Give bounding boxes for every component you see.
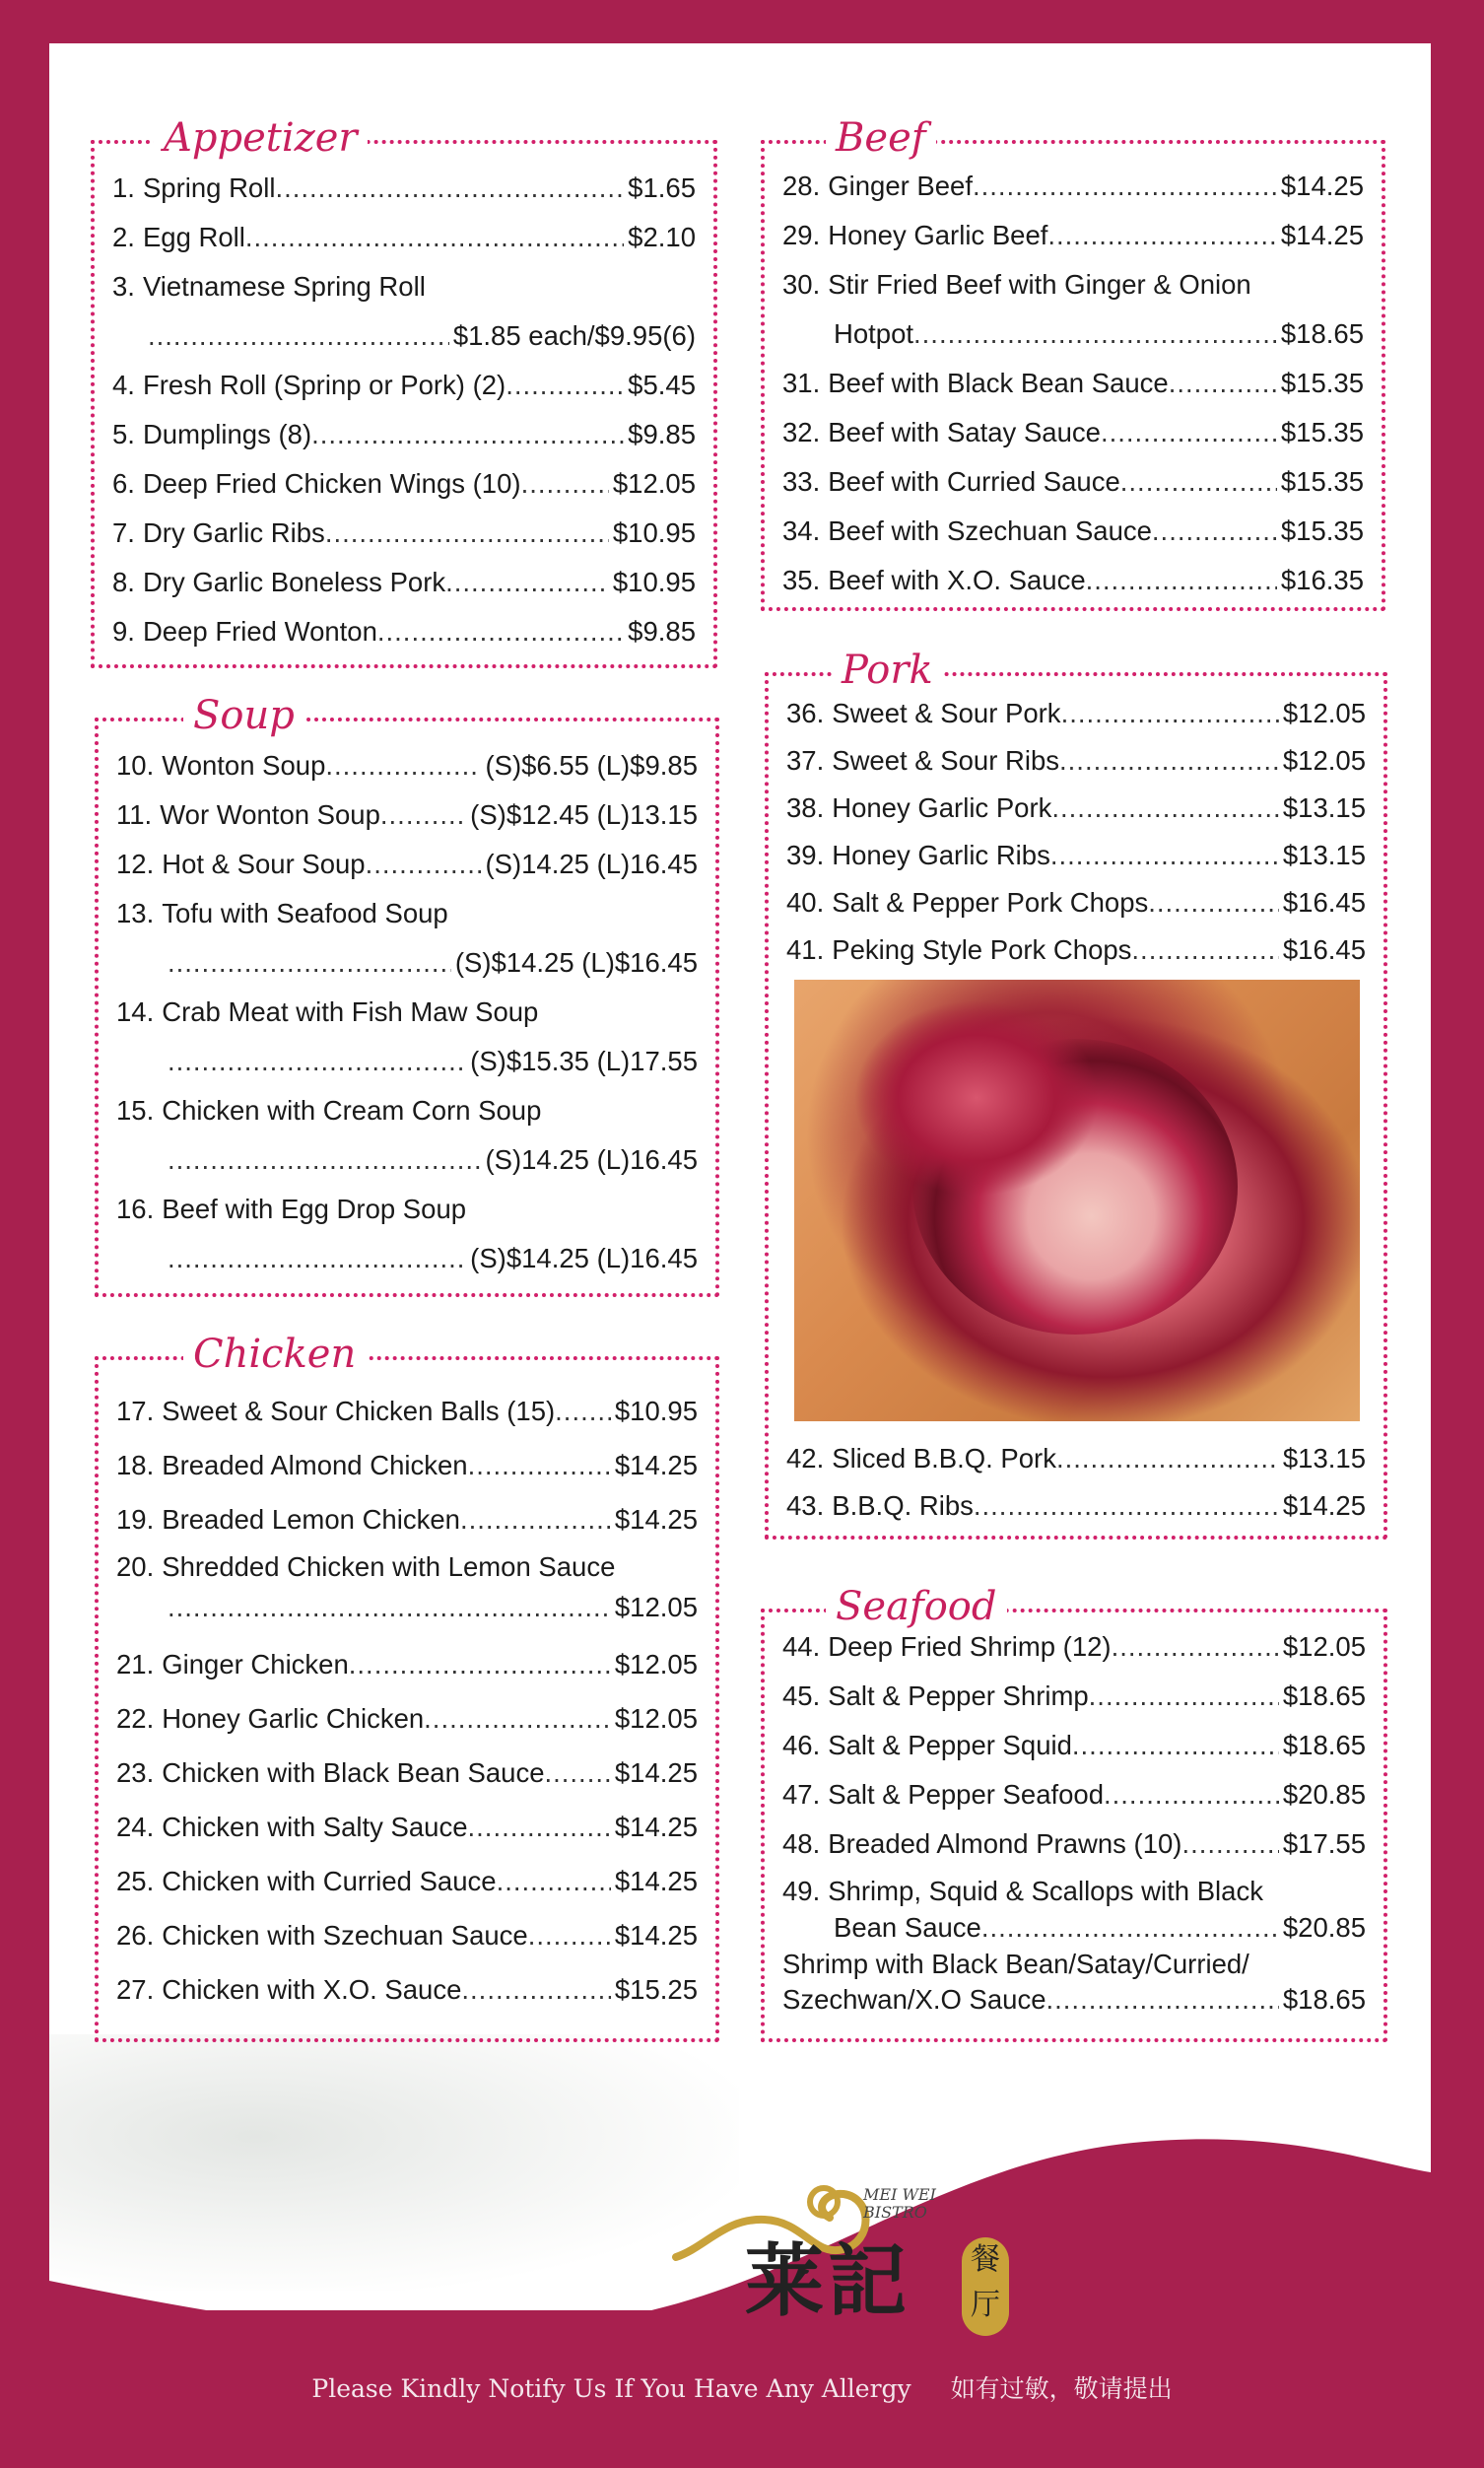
- menu-item: 16. Beef with Egg Drop Soup: [116, 1194, 467, 1224]
- menu-item: 3. Vietnamese Spring Roll: [112, 271, 426, 302]
- menu-item: 47. Salt & Pepper Seafood ..... $20.85: [782, 1770, 1366, 1819]
- menu-item: 14. Crab Meat with Fish Maw Soup: [116, 996, 539, 1027]
- menu-item: 11. Wor Wonton Soup ..... (S)$12.45 (L)13.15: [116, 790, 698, 840]
- appetizer-list: [112, 164, 696, 656]
- section-title-chicken: Chicken: [183, 1331, 366, 1378]
- logo-chinese-name: 莱記: [745, 2234, 911, 2327]
- menu-item-continuation: ..... $12.05: [116, 1588, 698, 1637]
- chicken-list: [116, 1384, 698, 2017]
- section-appetizer: [91, 115, 717, 668]
- section-chicken: [95, 1332, 719, 2042]
- pork-list: [786, 690, 1366, 974]
- menu-item-continuation: ..... (S)14.25 (L)16.45: [116, 1135, 698, 1185]
- menu-item-continuation: Bean Sauce ..... $20.85: [782, 1908, 1366, 1944]
- menu-item: 44. Deep Fried Shrimp (12) ..... $12.05: [782, 1622, 1366, 1672]
- menu-item: 46. Salt & Pepper Squid ..... $18.65: [782, 1721, 1366, 1770]
- menu-item: 38. Honey Garlic Pork ..... $13.15: [786, 785, 1366, 832]
- menu-item: 7. Dry Garlic Ribs ..... $10.95: [112, 509, 696, 558]
- menu-item: 8. Dry Garlic Boneless Pork ..... $10.95: [112, 558, 696, 607]
- menu-item-extra: Shrimp with Black Bean/Satay/Curried/: [782, 1949, 1249, 1979]
- logo-badge: 餐 厅: [962, 2237, 1009, 2336]
- menu-item: 35. Beef with X.O. Sauce ..... $16.35: [782, 556, 1364, 605]
- menu-item: 21. Ginger Chicken ..... $12.05: [116, 1637, 698, 1691]
- menu-item: 30. Stir Fried Beef with Ginger & Onion: [782, 269, 1251, 300]
- menu-item: 25. Chicken with Curried Sauce ..... $14.25: [116, 1854, 698, 1908]
- menu-item: 39. Honey Garlic Ribs ..... $13.15: [786, 832, 1366, 879]
- menu-item-continuation: ..... (S)$14.25 (L)16.45: [116, 1234, 698, 1283]
- menu-item: 49. Shrimp, Squid & Scallops with Black: [782, 1876, 1263, 1906]
- menu-item: 41. Peking Style Pork Chops ..... $16.45: [786, 926, 1366, 974]
- menu-item: 43. B.B.Q. Ribs ..... $14.25: [786, 1482, 1366, 1530]
- menu-item: 24. Chicken with Salty Sauce ..... $14.25: [116, 1800, 698, 1854]
- menu-item: 27. Chicken with X.O. Sauce ..... $15.25: [116, 1962, 698, 2017]
- menu-item: 6. Deep Fried Chicken Wings (10) ..... $12.05: [112, 459, 696, 509]
- menu-item: 20. Shredded Chicken with Lemon Sauce: [116, 1551, 616, 1582]
- section-title-pork: Pork: [832, 647, 943, 694]
- menu-item: 10. Wonton Soup ..... (S)$6.55 (L)$9.85: [116, 741, 698, 790]
- menu-item: 34. Beef with Szechuan Sauce ..... $15.35: [782, 507, 1364, 556]
- section-soup: [95, 693, 719, 1297]
- section-title-soup: Soup: [183, 692, 304, 739]
- soup-list: [116, 741, 698, 1283]
- menu-item: 5. Dumplings (8) ..... $9.85: [112, 410, 696, 459]
- menu-item: 42. Sliced B.B.Q. Pork ..... $13.15: [786, 1435, 1366, 1482]
- menu-item: 1. Spring Roll ..... $1.65: [112, 164, 696, 213]
- menu-item: 40. Salt & Pepper Pork Chops ..... $16.45: [786, 879, 1366, 926]
- menu-item: 45. Salt & Pepper Shrimp ..... $18.65: [782, 1672, 1366, 1721]
- menu-item: 4. Fresh Roll (Sprinp or Pork) (2) ..... $5.45: [112, 361, 696, 410]
- menu-item: 19. Breaded Lemon Chicken ..... $14.25: [116, 1492, 698, 1546]
- seafood-list: [782, 1622, 1366, 2019]
- menu-item: 17. Sweet & Sour Chicken Balls (15) ..... $10.95: [116, 1384, 698, 1438]
- menu-item: 37. Sweet & Sour Ribs ..... $12.05: [786, 737, 1366, 785]
- section-title-appetizer: Appetizer: [154, 114, 368, 162]
- section-title-seafood: Seafood: [826, 1583, 1007, 1630]
- menu-item: 32. Beef with Satay Sauce ..... $15.35: [782, 408, 1364, 457]
- restaurant-logo: [666, 2159, 1041, 2336]
- pork-list-bottom: [786, 1435, 1366, 1530]
- menu-item: 15. Chicken with Cream Corn Soup: [116, 1095, 542, 1126]
- menu-item-continuation: ..... $1.85 each/$9.95(6): [112, 311, 696, 361]
- allergy-notice-chinese: 如有过敏，敬请提出: [950, 2374, 1173, 2403]
- menu-item: 22. Honey Garlic Chicken ..... $12.05: [116, 1691, 698, 1746]
- menu-item: 36. Sweet & Sour Pork ..... $12.05: [786, 690, 1366, 737]
- menu-item: 33. Beef with Curried Sauce ..... $15.35: [782, 457, 1364, 507]
- section-title-beef: Beef: [826, 114, 936, 162]
- menu-item-extra-continuation: Szechwan/X.O Sauce ..... $18.65: [782, 1981, 1366, 2019]
- menu-item: 18. Breaded Almond Chicken ..... $14.25: [116, 1438, 698, 1492]
- section-beef: [761, 115, 1385, 611]
- menu-item: 12. Hot & Sour Soup ..... (S)14.25 (L)16.45: [116, 840, 698, 889]
- menu-item: 23. Chicken with Black Bean Sauce ..... $14.25: [116, 1746, 698, 1800]
- logo-english-name: MEI WEI BISTRO: [863, 2185, 936, 2222]
- menu-item: 13. Tofu with Seafood Soup: [116, 898, 448, 928]
- allergy-notice-english: Please Kindly Notify Us If You Have Any Allergy: [311, 2374, 911, 2403]
- section-seafood: [761, 1584, 1387, 2042]
- menu-item: 26. Chicken with Szechuan Sauce ..... $14.25: [116, 1908, 698, 1962]
- allergy-notice: [0, 2369, 1484, 2405]
- menu-item-continuation: Hotpot ..... $18.65: [782, 309, 1364, 359]
- beef-list: [782, 162, 1364, 605]
- bbq-pork-photo: [794, 980, 1360, 1421]
- menu-item-continuation: ..... (S)$15.35 (L)17.55: [116, 1037, 698, 1086]
- menu-item: 29. Honey Garlic Beef ..... $14.25: [782, 211, 1364, 260]
- menu-item: 2. Egg Roll ..... $2.10: [112, 213, 696, 262]
- menu-item: 31. Beef with Black Bean Sauce ..... $15.35: [782, 359, 1364, 408]
- menu-item: 28. Ginger Beef ..... $14.25: [782, 162, 1364, 211]
- menu-item: 9. Deep Fried Wonton ..... $9.85: [112, 607, 696, 656]
- menu-item-continuation: ..... (S)$14.25 (L)$16.45: [116, 938, 698, 988]
- menu-item: 48. Breaded Almond Prawns (10) ..... $17.55: [782, 1819, 1366, 1869]
